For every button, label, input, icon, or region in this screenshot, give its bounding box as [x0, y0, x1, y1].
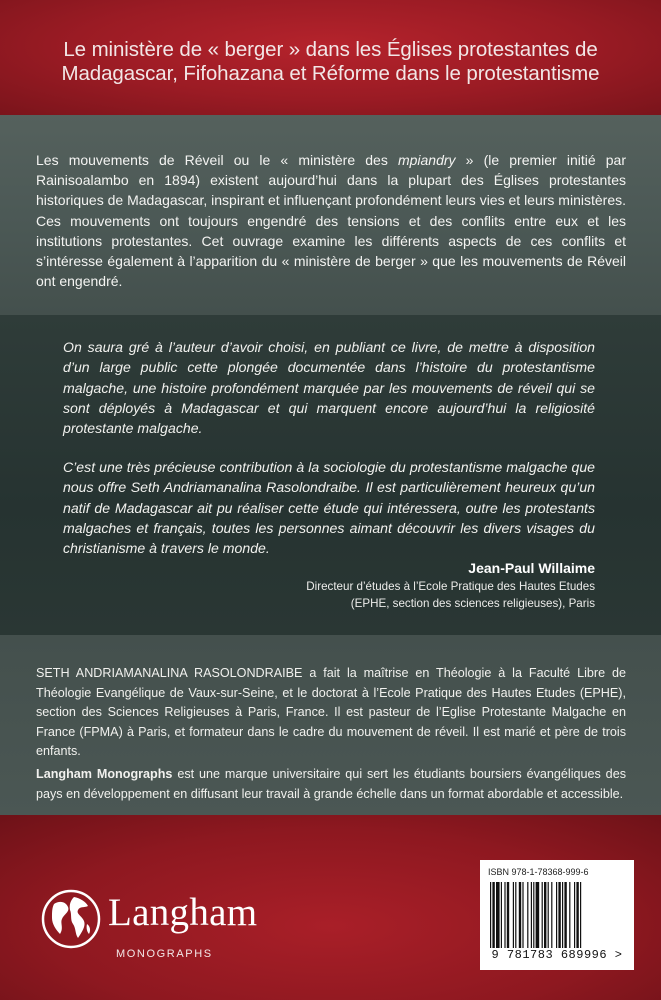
intro-italic-term: mpiandry — [397, 152, 456, 168]
barcode-bar — [536, 882, 540, 948]
intro-paragraph — [36, 150, 626, 291]
endorsement-paragraph-1: On saura gré à l’auteur d’avoir choisi, en publiant ce livre, de mettre à disposition d’un large public cette plongée documentée dans l’histoire du protestantisme malgache, une histoire profondément marquée par les mouvements de réveil qui se sont déployés à Madagascar et qui marquent encore aujourd’hui la religiosité protestante malgache. — [63, 339, 595, 437]
intro-text-part-1: Les mouvements de Réveil ou le « ministère des — [36, 152, 398, 168]
barcode-bars — [488, 882, 626, 948]
book-title-line-1: Le ministère de « berger » dans les Églises protestantes de — [63, 38, 598, 61]
barcode-bar — [533, 882, 534, 948]
barcode-bar — [490, 882, 491, 948]
isbn-label: ISBN 978-1-78368-999-6 — [488, 867, 589, 877]
barcode-bar — [556, 882, 557, 948]
barcode-bar — [564, 882, 566, 948]
imprint-description — [36, 765, 626, 804]
endorser-name: Jean-Paul Willaime — [468, 560, 595, 576]
barcode-bar — [515, 882, 516, 948]
barcode-digits: 9 781783 689996 > — [491, 948, 623, 962]
barcode-bar — [576, 882, 578, 948]
barcode-bar — [580, 882, 581, 948]
barcode-bar — [574, 882, 575, 948]
logo-subtitle: MONOGRAPHS — [116, 948, 213, 960]
barcode-bar — [527, 882, 528, 948]
intro-text-part-2: » (le premier initié par Rainisoalambo en 1894) existent aujourd’hui dans la plupart des Églises protestantes historiques de Madagascar, inspirant et influençant profondément leurs vies et leurs ministères. Ces mouvements ont toujours engendré des tensions et des conflits entre eux et les institutions protestantes. Cet ouvrage examine les différents aspects de ces conflits et s’intéresse également à l’apparition du « ministère de berger » que les mouvements de Réveil ont engendré. — [36, 152, 626, 290]
langham-logo — [40, 888, 290, 968]
imprint-body: est une marque universitaire qui sert les étudiants boursiers évangéliques des pays en développement en diffusant leur travail à grande échelle dans un format abordable et accessible. — [36, 767, 626, 801]
barcode-bar — [544, 882, 546, 948]
endorser-role-line-2: (EPHE, section des sciences religieuses), Paris — [350, 597, 595, 610]
barcode-bar — [531, 882, 532, 948]
imprint-brand: Langham Monographs — [36, 767, 173, 781]
barcode-bar — [542, 882, 543, 948]
globe-icon — [40, 888, 102, 950]
logo-wordmark: Langham — [108, 891, 258, 934]
barcode-bar — [501, 882, 502, 948]
barcode-bar — [504, 882, 505, 948]
author-bio: SETH ANDRIAMANALINA RASOLONDRAIBE a fait la maîtrise en Théologie à la Faculté Libre de Théologie Evangélique de Vaux-sur-Seine, et le doctorat à l’Ecole Pratique des Hautes Etudes (EPHE), section des Sciences Religieuses à Paris, France. Il est pasteur de l’Eglise Protestante Malgache en France (FPMA) à Paris, et formateur dans le cadre du mouvement de réveil. Il est marié et père de trois enfants. — [36, 666, 626, 759]
barcode-bar — [513, 882, 514, 948]
barcode-bar — [507, 882, 509, 948]
barcode-bar — [548, 882, 549, 948]
endorsement-paragraph-2: C’est une très précieuse contribution à la sociologie du protestantisme malgache que nous offre Seth Andriamanalina Rasolondraibe. Il est particulièrement heureux qu’un natif de Madagascar ait pu réaliser cette étude qui intéressera, outre les protestants malgaches et français, toutes les personnes aimant découvrir les divers visages du christianisme à travers le monde. — [63, 459, 595, 557]
book-title-line-2: Madagascar, Fifohazana et Réforme dans le protestantisme — [61, 62, 600, 85]
barcode-bar — [496, 882, 500, 948]
barcode-bar — [558, 882, 560, 948]
barcode-bar — [492, 882, 494, 948]
barcode-bar — [519, 882, 521, 948]
barcode-bar — [562, 882, 563, 948]
barcode-bar — [522, 882, 523, 948]
barcode-bar — [569, 882, 570, 948]
endorser-role-line-1: Directeur d’études à l’Ecole Pratique des Hautes Etudes — [306, 580, 595, 593]
barcode-bar — [551, 882, 552, 948]
